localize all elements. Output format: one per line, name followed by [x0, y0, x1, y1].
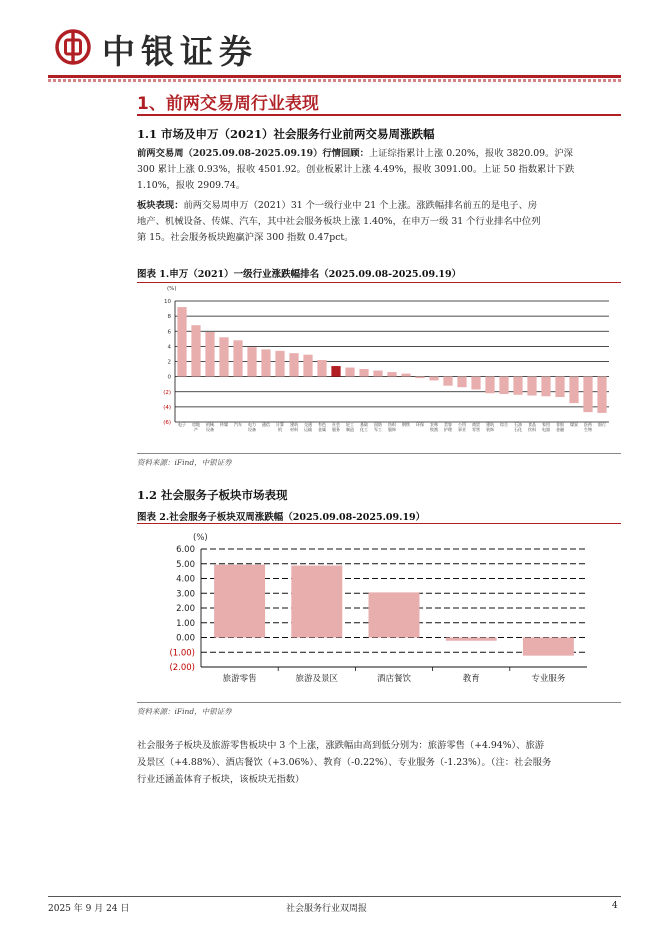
section-rule: [137, 114, 621, 116]
chart1-y-tick-label: 0: [167, 374, 171, 381]
chart2-x-tick-label: 旅游零售: [222, 674, 257, 684]
chart2-x-tick-label: 教育: [462, 674, 480, 684]
chart2-y-tick-label: 4.00: [176, 574, 195, 585]
chart1-x-tick-label: 汽车: [234, 422, 242, 427]
chart2-y-tick-label: 1.00: [176, 618, 195, 629]
chart1-bar: [583, 377, 592, 413]
figure1-source: 资料来源：iFind，中银证券: [137, 458, 232, 467]
footer-rule: [48, 896, 621, 897]
chart2-y-tick-label: 5.00: [176, 559, 195, 570]
chart1-bar: [485, 377, 494, 394]
chart1-bar: [317, 360, 326, 377]
paragraph-sector-line3: 第 15。社会服务板块跑赢沪深 300 指数 0.47pct。: [137, 232, 354, 243]
brand-name: 中银证券: [102, 32, 258, 71]
chart1-bar: [527, 377, 536, 396]
chart1-bar: [401, 374, 410, 377]
chart1-x-tick-label: 非银金融: [556, 422, 564, 432]
chart1-x-tick-label: 石油石化: [514, 422, 522, 432]
paragraph-market-lead: 前两交易周（2025.09.08-2025.09.19）行情回顾：: [137, 148, 369, 159]
chart1-y-tick-label: 8: [167, 314, 171, 321]
chart1-unit-label: (%): [167, 286, 177, 292]
chart1-bar: [415, 377, 424, 379]
chart1-bar: [205, 332, 214, 377]
chart1-bar: [499, 377, 508, 394]
chart2-bar: [214, 565, 265, 638]
paragraph-subsector-line3: 行业还涵盖体育子板块，该板块无指数）: [137, 774, 305, 785]
paragraph-market-line1: 上证综指累计上涨 0.20%，报收 3820.09。沪深: [368, 148, 573, 159]
chart1-x-tick-label: 轻工制造: [346, 422, 354, 432]
chart1-y-tick-label: (2): [163, 389, 171, 396]
chart2-y-tick-label: 6.00: [176, 545, 195, 555]
paragraph-subsector-line2: 及景区（+4.88%）、酒店餐饮（+3.06%）、教育（-0.22%）、专业服务（-1.23%）。（注：社会服务: [137, 757, 552, 768]
chart1-x-tick-label: 计算机: [276, 422, 284, 432]
section-title: 1、前两交易周行业表现: [137, 94, 319, 114]
figure2-bottom-rule: [137, 702, 621, 703]
subsector-chart: [137, 525, 621, 700]
chart1-bar: [359, 369, 368, 377]
chart1-x-tick-label: 社会服务: [332, 422, 340, 432]
chart1-bar: [513, 377, 522, 395]
figure1-top-rule: [137, 282, 621, 283]
chart1-y-tick-label: 6: [167, 329, 171, 336]
chart1-y-tick-label: (6): [163, 420, 171, 426]
chart1-x-tick-label: 电子: [178, 422, 186, 427]
chart1-x-tick-label: 医药生物: [584, 422, 592, 432]
chart1-bar: [471, 377, 480, 390]
chart1-bar: [597, 377, 606, 413]
paragraph-subsector-line1: 社会服务子板块及旅游零售板块中 3 个上涨，涨跌幅由高到低分别为：旅游零售（+4.94%）、旅游: [137, 740, 545, 751]
chart1-bar: [429, 377, 438, 381]
chart1-bar: [569, 377, 578, 403]
chart2-x-tick-label: 旅游及景区: [295, 674, 339, 684]
header-stripes: [48, 79, 621, 82]
chart1-bar: [345, 368, 354, 377]
chart1-x-tick-label: 建筑材料: [290, 422, 298, 432]
chart1-x-tick-label: 机械设备: [206, 422, 214, 432]
subsection-title-1: 1.1 市场及申万（2021）社会服务行业前两交易周涨跌幅: [137, 127, 435, 141]
chart1-x-tick-label: 食品饮料: [528, 422, 536, 432]
chart1-y-tick-label: 4: [167, 344, 171, 351]
chart1-x-tick-label: 房地产: [192, 422, 200, 432]
chart1-x-tick-label: 基础化工: [360, 422, 368, 432]
industry-ranking-chart: [137, 284, 621, 444]
paragraph-market: [137, 146, 621, 194]
chart1-y-tick-label: 10: [164, 299, 171, 305]
paragraph-sector-line1: 前两交易周申万（2021）31 个一级行业中 21 个上涨。涨跌幅排名前五的是电子、房: [183, 200, 538, 211]
chart1-x-tick-label: 综合: [500, 422, 508, 427]
chart2-bar: [446, 638, 497, 641]
chart1-x-tick-label: 有色金属: [318, 422, 326, 432]
chart1-y-tick-label: 2: [167, 359, 171, 366]
chart1-bar: [289, 353, 298, 376]
chart1-bar: [303, 355, 312, 377]
figure1-title: 图表 1.申万（2021）一级行业涨跌幅排名（2025.09.08-2025.09.19）: [137, 269, 462, 280]
paragraph-subsector: [137, 737, 621, 788]
chart1-x-tick-label: 国防军工: [374, 422, 382, 432]
header-rule: [48, 75, 621, 78]
chart1-bar: [373, 371, 382, 377]
figure1-bottom-rule: [137, 453, 621, 454]
chart1-x-tick-label: 通信: [262, 422, 270, 427]
figure2-source: 资料来源：iFind，中银证券: [137, 707, 232, 716]
chart1-x-tick-label: 电力设备: [248, 422, 256, 432]
chart1-bar: [219, 337, 228, 376]
chart2-bar: [291, 566, 342, 638]
chart1-bar: [275, 351, 284, 377]
chart1-bar: [541, 377, 550, 397]
chart2-bar: [523, 638, 574, 656]
footer-date: 2025 年 9 月 24 日: [48, 904, 130, 914]
chart2-unit-label: (%): [193, 533, 208, 543]
chart2-x-tick-label: 酒店餐饮: [376, 674, 412, 684]
chart1-bar: [443, 377, 452, 386]
paragraph-market-line3: 1.10%，报收 2909.74。: [137, 180, 246, 191]
chart2-bar: [369, 592, 420, 637]
chart1-y-tick-label: (4): [163, 404, 171, 411]
chart1-x-tick-label: 美容护理: [444, 422, 452, 432]
figure2-top-rule: [137, 523, 621, 524]
chart1-bar: [457, 377, 466, 388]
chart2-y-tick-label: 0.00: [176, 633, 195, 644]
chart1-bar: [177, 307, 186, 377]
figure2-title: 图表 2.社会服务子板块双周涨跌幅（2025.09.08-2025.09.19）: [137, 512, 426, 523]
paragraph-sector-line2: 地产、机械设备、传媒、汽车，其中社会服务板块上涨 1.40%，在申万一级 31 个行业排名中位列: [137, 216, 541, 227]
chart1-x-tick-label: 家用电器: [542, 422, 550, 432]
chart1-x-tick-label: 环保: [416, 422, 424, 427]
chart1-x-tick-label: 商贸零售: [472, 422, 480, 432]
paragraph-sector: [137, 198, 621, 246]
chart1-bar: [247, 347, 256, 376]
chart2-x-tick-label: 专业服务: [531, 674, 566, 684]
chart2-y-tick-label: 2.00: [176, 604, 195, 614]
chart1-x-tick-label: 建筑装饰: [486, 422, 494, 432]
footer-report-name: 社会服务行业双周报: [286, 904, 368, 914]
boc-logo-icon: [55, 29, 91, 65]
page-number: 4: [612, 901, 618, 911]
paragraph-sector-lead: 板块表现：: [137, 200, 184, 211]
chart1-x-tick-label: 煤炭: [570, 422, 578, 427]
chart1-x-tick-label: 纺织服饰: [388, 422, 396, 432]
chart1-bar: [233, 340, 242, 376]
chart2-y-tick-label: (2.00): [169, 663, 195, 673]
chart1-x-tick-label: 银行: [598, 422, 606, 427]
chart1-x-tick-label: 交通运输: [304, 422, 312, 432]
chart1-bar: [261, 349, 270, 376]
chart1-x-tick-label: 钢铁: [402, 422, 410, 427]
paragraph-market-line2: 300 累计上涨 0.93%，报收 4501.92。创业板累计上涨 4.49%，报收 3091.00。上证 50 指数累计下跌: [137, 164, 575, 175]
subsection-title-2: 1.2 社会服务子板块市场表现: [137, 488, 288, 502]
chart1-x-tick-label: 农林牧渔: [430, 422, 438, 432]
chart1-bar: [331, 366, 340, 377]
chart1-x-tick-label: 公用事业: [458, 422, 466, 432]
chart2-y-tick-label: 3.00: [176, 589, 195, 600]
chart1-bar: [555, 377, 564, 397]
chart1-bar: [387, 372, 396, 377]
chart1-x-tick-label: 传媒: [220, 422, 228, 427]
chart2-y-tick-label: (1.00): [169, 648, 195, 659]
chart1-bar: [191, 325, 200, 376]
